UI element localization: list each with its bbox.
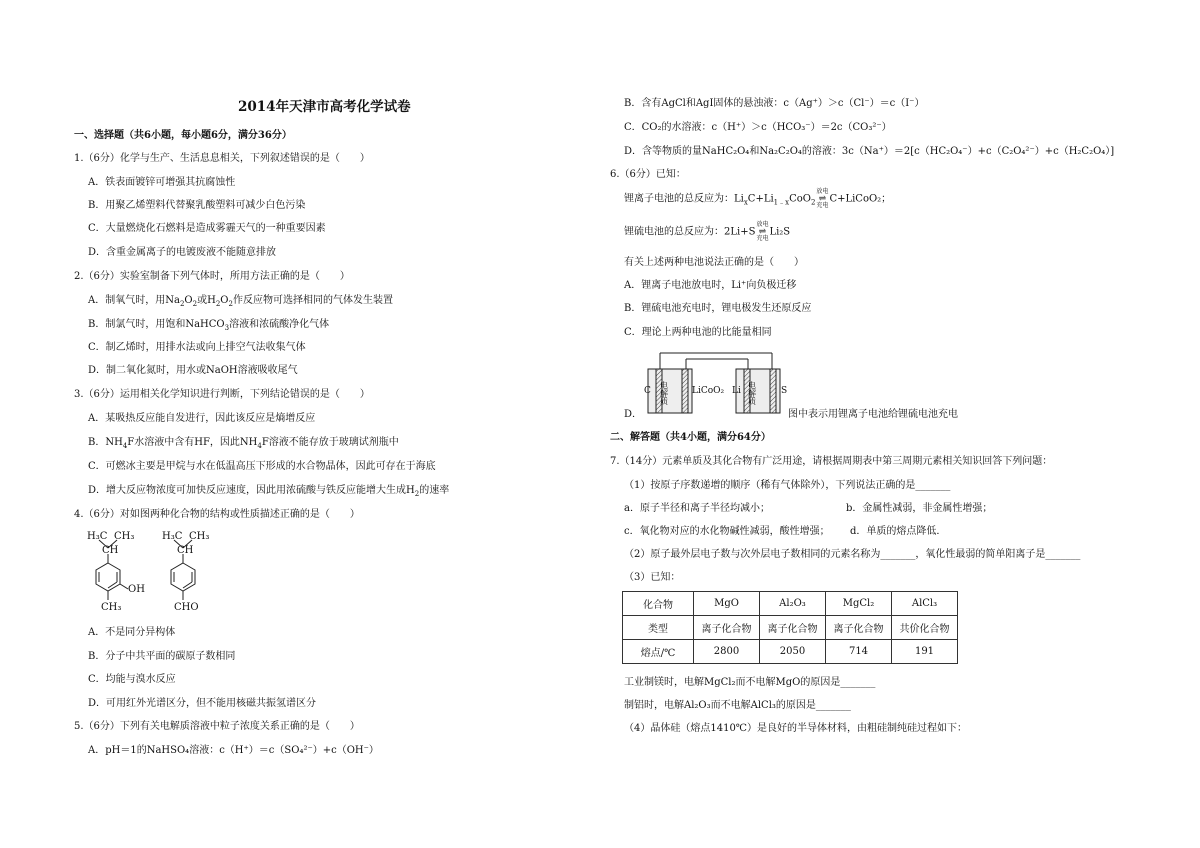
q5-option-a: A．pH＝1的NaHSO₄溶液：c（H⁺）＝c（SO₄²⁻）+c（OH⁻） <box>88 745 379 756</box>
table-cell: MgCl₂ <box>826 592 892 616</box>
table-cell: 熔点/℃ <box>623 640 694 664</box>
q6-question: 有关上述两种电池说法正确的是（ ） <box>624 257 804 268</box>
q2-option-d: D．制二氧化氮时，用水或NaOH溶液吸收尾气 <box>88 365 298 376</box>
table-cell: 化合物 <box>623 592 694 616</box>
q4-option-a: A．不是同分异构体 <box>88 627 176 638</box>
mol1-ch3-top: CH₃ <box>114 531 135 542</box>
mol1-ch: CH <box>102 545 119 556</box>
table-cell: 离子化合物 <box>694 616 760 640</box>
q1-option-d: D．含重金属离子的电镀废液不能随意排放 <box>88 247 277 258</box>
table-cell: 离子化合物 <box>760 616 826 640</box>
section-2-heading: 二、解答题（共4小题，满分64分） <box>610 432 771 443</box>
q1-option-a: A．铁表面镀锌可增强其抗腐蚀性 <box>88 177 236 188</box>
q2-option-b: B．制氯气时，用饱和NaHCO$_3$溶液和浓硫酸净化气体 <box>88 319 330 332</box>
q5-stem: 5.（6分）下列有关电解质溶液中粒子浓度关系正确的是（ ） <box>74 721 360 732</box>
q6-li-ion-reaction: 锂离子电池的总反应为：$Li_xC+Li_{1﹣x}CoO_2$放电 ⇌ 充电C+LiCoO₂； <box>624 188 892 209</box>
q1-option-b: B．用聚乙烯塑料代替聚乳酸塑料可减少白色污染 <box>88 200 306 211</box>
q7-option-a: a．原子半径和离子半径均减小； <box>624 503 770 514</box>
q2-option-a: A．制氧气时，用$Na_2O_2$或$H_2O_2$作反应物可选择相同的气体发生装置 <box>88 295 393 308</box>
table-cell: 714 <box>826 640 892 664</box>
table-cell: 共价化合物 <box>892 616 958 640</box>
mol1-ch3-bottom: CH₃ <box>101 602 122 613</box>
q2-stem: 2.（6分）实验室制备下列气体时，所用方法正确的是（ ） <box>74 271 350 282</box>
mol2-h3c: H₃C <box>162 531 183 542</box>
table-row <box>623 616 958 640</box>
q4-option-c: C．均能与溴水反应 <box>88 674 176 685</box>
q3-option-d: D．增大反应物浓度可加快反应速度，因此用浓硫酸与铁反应能增大生成$H_2$的速率 <box>88 485 450 498</box>
fig-label-licoo2: LiCoO₂ <box>692 386 725 396</box>
q3-stem: 3.（6分）运用相关化学知识进行判断，下列结论错误的是（ ） <box>74 389 370 400</box>
q7-part-3: （3）已知： <box>624 572 681 583</box>
fig-label-c: C <box>644 386 651 396</box>
q1-stem: 1.（6分）化学与生产、生活息息相关，下列叙述错误的是（ ） <box>74 153 370 164</box>
table-cell: 类型 <box>623 616 694 640</box>
page-title: 2014年天津市高考化学试卷 <box>238 99 411 115</box>
mol1-h3c: H₃C <box>87 531 108 542</box>
q6-option-b: B．锂硫电池充电时，锂电极发生还原反应 <box>624 303 812 314</box>
q5-option-b: B．含有AgCl和AgI固体的悬浊液：c（Ag⁺）＞c（Cl⁻）＝c（I⁻） <box>624 98 925 109</box>
q1-option-c: C．大量燃烧化石燃料是造成雾霾天气的一种重要因素 <box>88 223 326 234</box>
q3-option-c: C．可燃冰主要是甲烷与水在低温高压下形成的水合物晶体，因此可存在于海底 <box>88 461 436 472</box>
mol1-oh: OH <box>128 584 145 595</box>
table-cell: 191 <box>892 640 958 664</box>
q6-option-c: C．理论上两种电池的比能量相同 <box>624 327 772 338</box>
q7-option-c: c．氧化物对应的水化物碱性减弱，酸性增强； <box>624 526 830 537</box>
q7-part-4: （4）晶体硅（熔点1410℃）是良好的半导体材料，由粗硅制纯硅过程如下： <box>624 723 967 734</box>
q4-option-d: D．可用红外光谱区分，但不能用核磁共振氢谱区分 <box>88 698 317 709</box>
q7-al-question: 制铝时，电解Al₂O₃而不电解AlCl₃的原因是_______ <box>624 700 851 711</box>
table-cell: MgO <box>694 592 760 616</box>
table-cell: 2050 <box>760 640 826 664</box>
q6-option-d-text: 图中表示用锂离子电池给锂硫电池充电 <box>788 409 958 420</box>
table-row <box>623 640 958 664</box>
q2-option-c: C．制乙烯时，用排水法或向上排空气法收集气体 <box>88 342 306 353</box>
q7-part-2: （2）原子最外层电子数与次外层电子数相同的元素名称为_______，氧化性最弱的简单阳离子是_______ <box>624 549 1081 560</box>
q4-option-b: B．分子中共平面的碳原子数相同 <box>88 651 236 662</box>
q6-reaction-arrow-1: 放电 ⇌ 充电 <box>816 188 829 209</box>
compound-table <box>622 591 958 664</box>
table-cell: AlCl₃ <box>892 592 958 616</box>
q6-stem: 6.（6分）已知： <box>610 169 686 180</box>
q6-option-a: A．锂离子电池放电时，Li⁺向负极迁移 <box>624 280 797 291</box>
fig-electrolyte-right: 电解质 <box>747 381 757 405</box>
q5-option-d: D．含等物质的量NaHC₂O₄和Na₂C₂O₄的溶液：3c（Na⁺）＝2[c（HC₂O₄⁻）+c（C₂O₄²⁻）+c（H₂C₂O₄）] <box>624 146 1115 157</box>
q6-li-s-reaction: 锂硫电池的总反应为：2Li+S放电 ⇌ 充电Li₂S <box>624 221 791 242</box>
q6-reaction-arrow-2: 放电 ⇌ 充电 <box>756 221 769 242</box>
mol2-ch: CH <box>177 545 194 556</box>
q3-option-b: B．$NH_4F$水溶液中含有HF，因此$NH_4F$溶液不能存放于玻璃试剂瓶中 <box>88 437 399 450</box>
fig-electrolyte-left: 电解质 <box>659 381 669 405</box>
q5-option-c: C．CO₂的水溶液：c（H⁺）＞c（HCO₃⁻）＝2c（CO₃²⁻） <box>624 122 892 133</box>
q7-option-d: d．单质的熔点降低． <box>850 526 947 537</box>
table-cell: Al₂O₃ <box>760 592 826 616</box>
q7-mg-question: 工业制镁时，电解MgCl₂而不电解MgO的原因是_______ <box>624 677 876 688</box>
fig-label-s: S <box>781 386 788 396</box>
mol2-cho: CHO <box>174 602 199 613</box>
table-cell: 离子化合物 <box>826 616 892 640</box>
q7-part-1: （1）按原子序数递增的顺序（稀有气体除外），下列说法正确的是_______ <box>624 480 951 491</box>
q6-option-d-label: D． <box>624 409 643 420</box>
fig-label-li: Li <box>732 386 741 396</box>
q3-option-a: A．某吸热反应能自发进行，因此该反应是熵增反应 <box>88 413 316 424</box>
q7-stem: 7.（14分）元素单质及其化合物有广泛用途，请根据周期表中第三周期元素相关知识回答下列问题： <box>610 456 1053 467</box>
q7-option-b: b．金属性减弱，非金属性增强； <box>846 503 993 514</box>
section-1-heading: 一、选择题（共6小题，每小题6分，满分36分） <box>74 130 292 141</box>
q6-battery-diagram <box>640 345 800 417</box>
table-cell: 2800 <box>694 640 760 664</box>
q4-stem: 4.（6分）对如图两种化合物的结构或性质描述正确的是（ ） <box>74 509 360 520</box>
mol2-ch3-top: CH₃ <box>189 531 210 542</box>
q4-molecule-structures <box>82 528 232 618</box>
table-header-row <box>623 592 958 616</box>
